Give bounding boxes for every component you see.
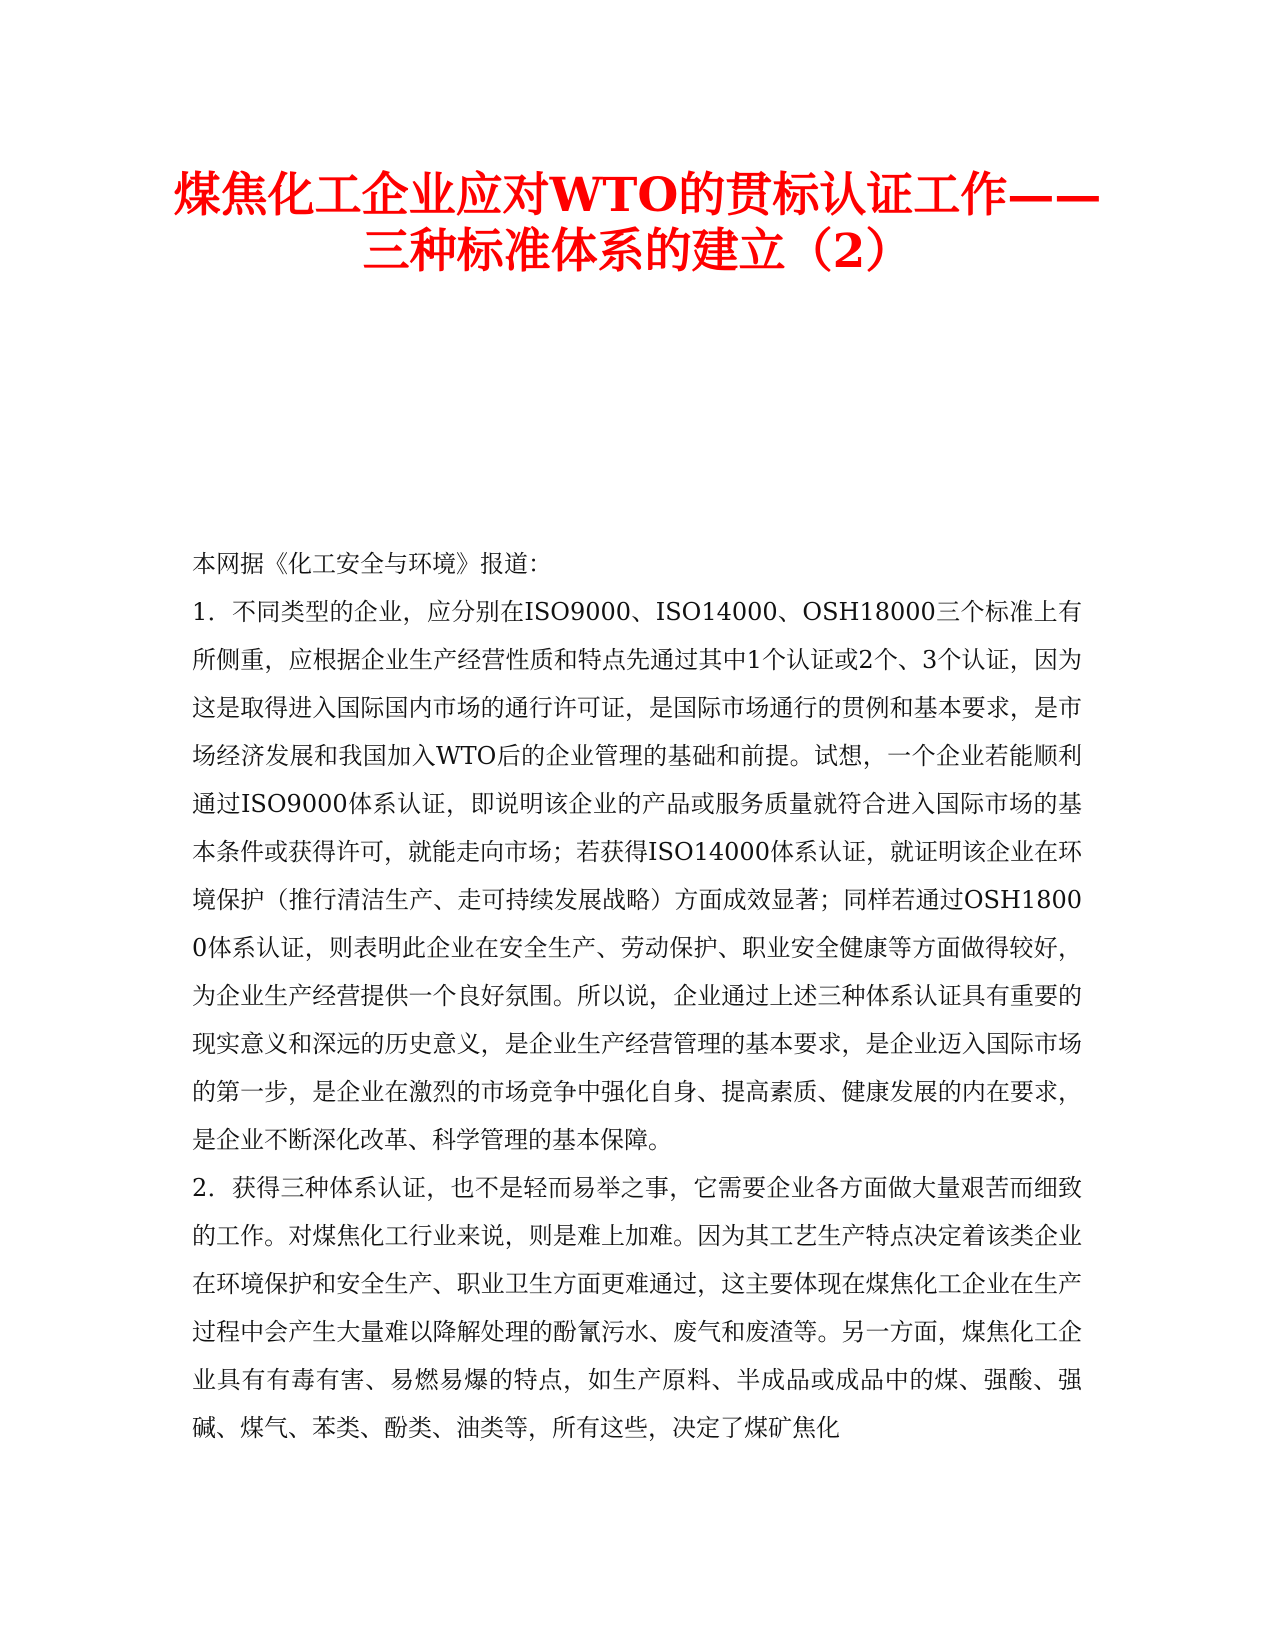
title-line-1: 煤焦化工企业应对WTO的贯标认证工作—— — [173, 168, 1102, 223]
document-body — [192, 540, 1082, 1452]
paragraph-1: 1．不同类型的企业，应分别在ISO9000、ISO14000、OSH18000三个标准上有所侧重，应根据企业生产经营性质和特点先通过其中1个认证或2个、3个认证，因为这是取得进入国际国内市场的通行许可证，是国际市场通行的贯例和基本要求，是市场经济发展和我国加入WTO后的企业管理的基础和前提。试想，一个企业若能顺利通过ISO9000体系认证，即说明该企业的产品或服务质量就符合进入国际市场的基本条件或获得许可，就能走向市场；若获得ISO14000体系认证，就证明该企业在环境保护（推行清洁生产、走可持续发展战略）方面成效显著；同样若通过OSH18000体系认证，则表明此企业在安全生产、劳动保护、职业安全健康等方面做得较好，为企业生产经营提供一个良好氛围。所以说，企业通过上述三种体系认证具有重要的现实意义和深远的历史意义，是企业生产经营管理的基本要求，是企业迈入国际市场的第一步，是企业在激烈的市场竞争中强化自身、提高素质、健康发展的内在要求，是企业不断深化改革、科学管理的基本保障。 — [192, 598, 1082, 1154]
paragraph-2: 2．获得三种体系认证，也不是轻而易举之事，它需要企业各方面做大量艰苦而细致的工作。对煤焦化工行业来说，则是难上加难。因为其工艺生产特点决定着该类企业在环境保护和安全生产、职业卫生方面更难通过，这主要体现在煤焦化工企业在生产过程中会产生大量难以降解处理的酚氰污水、废气和废渣等。另一方面，煤焦化工企业具有有毒有害、易燃易爆的特点，如生产原料、半成品或成品中的煤、强酸、强碱、煤气、苯类、酚类、油类等，所有这些，决定了煤矿焦化 — [192, 1174, 1082, 1442]
intro-line: 本网据《化工安全与环境》报道： — [192, 550, 552, 578]
document-title — [160, 168, 1115, 280]
title-line-2: 三种标准体系的建立（2） — [362, 224, 913, 279]
